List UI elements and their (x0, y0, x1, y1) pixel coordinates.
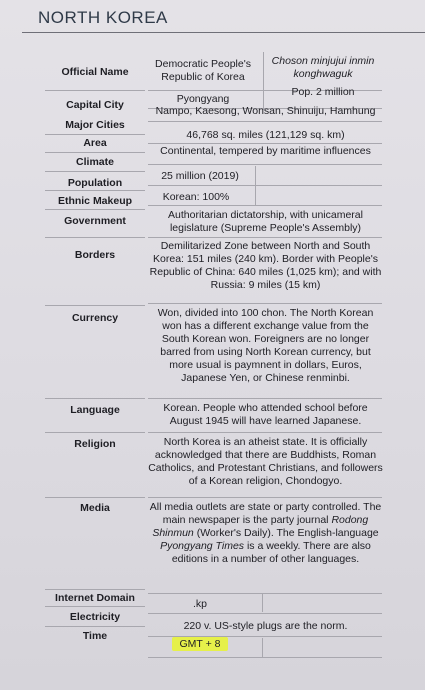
row-divider (45, 398, 145, 399)
row-divider (148, 237, 382, 238)
row-divider (148, 497, 382, 498)
column-divider (262, 638, 263, 658)
label-ethnic: Ethnic Makeup (57, 195, 133, 207)
value-climate: Continental, tempered by maritime influences (160, 145, 371, 157)
row-divider (148, 164, 382, 165)
value-capital-pop: Pop. 2 million (291, 86, 355, 98)
row-divider (45, 134, 145, 135)
value-major-cities: Nampo, Kaesong, Wonsan, Shinuiju, Hamhung (155, 105, 376, 117)
media-text-3: is a weekly. There are also editions in a number of other languages. (171, 540, 371, 565)
media-text-1: All media outlets are state or party controlled. The main newspaper is the party journal (149, 501, 382, 526)
label-official-name: Official Name (61, 66, 129, 78)
row-divider (148, 398, 382, 399)
row-divider (148, 143, 382, 144)
column-divider (262, 594, 263, 612)
label-area: Area (83, 137, 107, 149)
row-divider (45, 171, 145, 172)
value-time: GMT + 8 (172, 637, 229, 651)
row-divider (45, 589, 145, 590)
row-divider (148, 121, 382, 122)
row-divider (45, 606, 145, 607)
value-borders: Demilitarized Zone between North and South Korea: 151 miles (240 km). Border with People's Republic of China: 640 miles (1,025 km); and with Russia: 9 miles (15 km) (149, 240, 382, 291)
row-divider (148, 613, 382, 614)
value-government: Authoritarian dictatorship, with unicameral legislature (Supreme People's Assembly) (168, 209, 363, 234)
row-divider (148, 657, 382, 658)
media-weekly-title: Pyongyang Times (160, 540, 245, 552)
value-media (148, 501, 383, 566)
label-climate: Climate (76, 156, 114, 168)
media-text-2: (Worker's Daily). The English-language (196, 527, 379, 539)
label-media: Media (80, 502, 110, 514)
label-capital: Capital City (66, 99, 124, 111)
row-divider (148, 432, 382, 433)
value-population: 25 million (2019) (161, 170, 239, 182)
row-divider (45, 90, 145, 91)
value-official-name-alt: Choson minjujui inmin konghwaguk (271, 55, 375, 80)
row-divider (45, 497, 145, 498)
row-divider (148, 185, 382, 186)
row-divider (148, 205, 382, 206)
row-divider (45, 209, 145, 210)
media-newspaper-title: Rodong Shinmun (152, 514, 369, 539)
row-divider (148, 593, 382, 594)
title-rule (22, 32, 425, 33)
row-official-name (45, 55, 385, 89)
value-time-cell (145, 638, 255, 651)
value-religion: North Korea is an atheist state. It is officially acknowledged that there are Buddhists, Roman Catholics, and Protestant Christians, and followers of a Korean religion, Chondogyo. (148, 436, 383, 487)
label-internet: Internet Domain (55, 592, 135, 604)
row-divider (45, 152, 145, 153)
value-language: Korean. People who attended school before August 1945 will have learned Japanese. (163, 402, 368, 427)
label-religion: Religion (74, 438, 116, 450)
label-time: Time (82, 630, 108, 642)
row-divider (45, 190, 145, 191)
row-divider (148, 303, 382, 304)
label-government: Government (64, 215, 126, 227)
value-currency: Won, divided into 100 chon. The North Korean won has a different exchange value from the South Korean won. Foreigners are no longer barred from using North Korean currency, but more usual is paymnent in dollars, Euros, Japanese Yen, or Chinese renminbi. (157, 307, 374, 384)
row-divider (45, 305, 145, 306)
label-major-cities: Major Cities (65, 119, 125, 131)
label-borders: Borders (74, 249, 116, 261)
label-population: Population (67, 177, 123, 189)
value-area: 46,768 sq. miles (121,129 sq. km) (186, 129, 345, 141)
label-language: Language (70, 404, 120, 416)
value-official-name: Democratic People's Republic of Korea (155, 58, 251, 83)
page-title: NORTH KOREA (38, 8, 168, 27)
value-electricity: 220 v. US-style plugs are the norm. (183, 620, 348, 632)
value-internet: .kp (192, 598, 207, 610)
row-divider (45, 626, 145, 627)
label-electricity: Electricity (69, 611, 121, 623)
row-divider (45, 432, 145, 433)
label-currency: Currency (71, 312, 119, 324)
value-ethnic: Korean: 100% (162, 191, 230, 203)
row-divider (45, 237, 145, 238)
column-divider (255, 166, 256, 206)
value-capital: Pyongyang (176, 93, 230, 105)
